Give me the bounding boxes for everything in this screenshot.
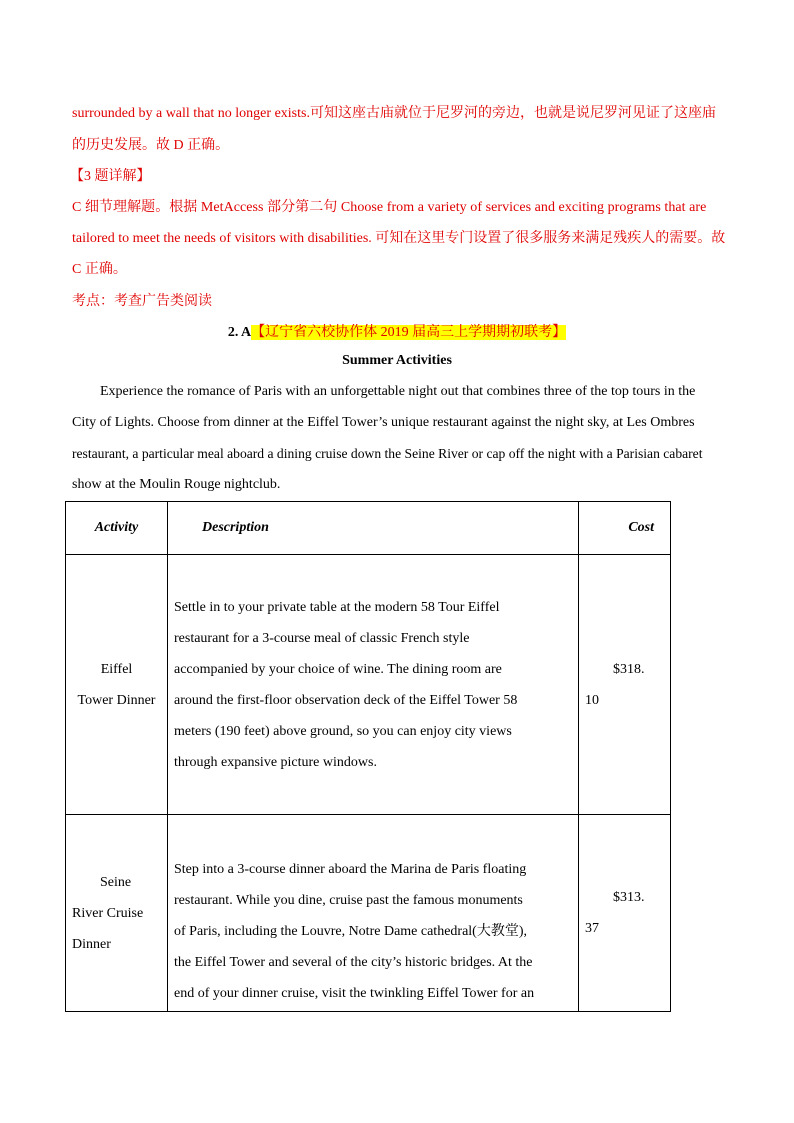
section-number: 2. A xyxy=(227,325,252,340)
row2-desc-line-3: of Paris, including the Louvre, Notre Dame cathedral(大教堂), xyxy=(174,924,528,939)
paragraph-line-3: restaurant, a particular meal aboard a dining cruise down the Seine River or cap off the night with a Parisian cabaret xyxy=(72,446,703,461)
exam-point: 考点：考查广告类阅读 xyxy=(72,294,212,309)
row2-desc-line-4: the Eiffel Tower and several of the city’s historic bridges. At the xyxy=(174,955,533,970)
row2-desc-line-5: end of your dinner cruise, visit the twinkling Eiffel Tower for an xyxy=(174,986,535,1001)
row1-desc-line-1: Settle in to your private table at the modern 58 Tour Eiffel xyxy=(174,599,500,615)
table-header-row xyxy=(66,502,671,555)
row1-activity xyxy=(66,555,168,815)
row2-activity-line-1: Seine xyxy=(100,874,132,890)
section-header xyxy=(0,321,794,341)
row2-activity-line-2: River Cruise xyxy=(72,905,144,921)
paragraph-line-4: show at the Moulin Rouge nightclub. xyxy=(72,477,281,492)
table-row xyxy=(66,815,671,1012)
row1-activity-line-2: Tower Dinner xyxy=(77,692,156,708)
intro-line-1-text: surrounded by a wall that no longer exists.可知这座古庙就位于尼罗河的旁边，也就是说尼罗河见证了这座庙 xyxy=(72,106,716,121)
table-row xyxy=(66,555,671,815)
row1-desc-line-3: accompanied by your choice of wine. The dining room are xyxy=(174,661,502,677)
section-source: 【辽宁省六校协作体 2019 届高三上学期期初联考】 xyxy=(251,325,567,340)
row2-cost-dollars: $313. xyxy=(613,890,645,905)
row1-desc-line-4: around the first-floor observation deck of the Eiffel Tower 58 xyxy=(174,692,518,708)
header-description: Description xyxy=(168,502,579,555)
row1-cost xyxy=(579,555,671,815)
header-activity: Activity xyxy=(66,502,168,555)
row2-description xyxy=(168,815,579,1012)
row1-desc-line-5: meters (190 feet) above ground, so you can enjoy city views xyxy=(174,723,512,739)
row1-desc-line-2: restaurant for a 3-course meal of classic French style xyxy=(174,630,470,646)
row2-activity-line-3: Dinner xyxy=(72,936,111,952)
row1-cost-dollars: $318. xyxy=(613,661,645,677)
q3-heading: 【3 题详解】 xyxy=(70,169,151,184)
intro-line-1 xyxy=(72,102,724,122)
row1-desc-line-6: through expansive picture windows. xyxy=(174,754,377,770)
row2-desc-line-1: Step into a 3-course dinner aboard the Marina de Paris floating xyxy=(174,862,527,877)
activities-table xyxy=(65,501,671,1012)
row2-cost-cents: 37 xyxy=(585,921,599,936)
q3-line-3: C 正确。 xyxy=(72,262,127,277)
row2-activity xyxy=(66,815,168,1012)
row1-description xyxy=(168,555,579,815)
row2-cost xyxy=(579,815,671,1012)
paragraph-line-2: City of Lights. Choose from dinner at the Eiffel Tower’s unique restaurant against the night sky, at Les Ombres xyxy=(72,415,695,430)
q3-line-1: C 细节理解题。根据 MetAccess 部分第二句 Choose from a variety of services and exciting programs that are xyxy=(72,200,707,215)
row2-desc-line-2: restaurant. While you dine, cruise past the famous monuments xyxy=(174,893,523,908)
row1-activity-line-1: Eiffel xyxy=(100,661,133,677)
section-title: Summer Activities xyxy=(342,353,452,368)
paragraph-line-1: Experience the romance of Paris with an unforgettable night out that combines three of the top tours in the xyxy=(100,384,696,399)
header-cost: Cost xyxy=(579,502,671,555)
q3-line-2: tailored to meet the needs of visitors with disabilities. 可知在这里专门设置了很多服务来满足残疾人的需要。故 xyxy=(72,231,726,246)
intro-line-2: 的历史发展。故 D 正确。 xyxy=(72,138,230,153)
row1-cost-cents: 10 xyxy=(585,692,599,708)
